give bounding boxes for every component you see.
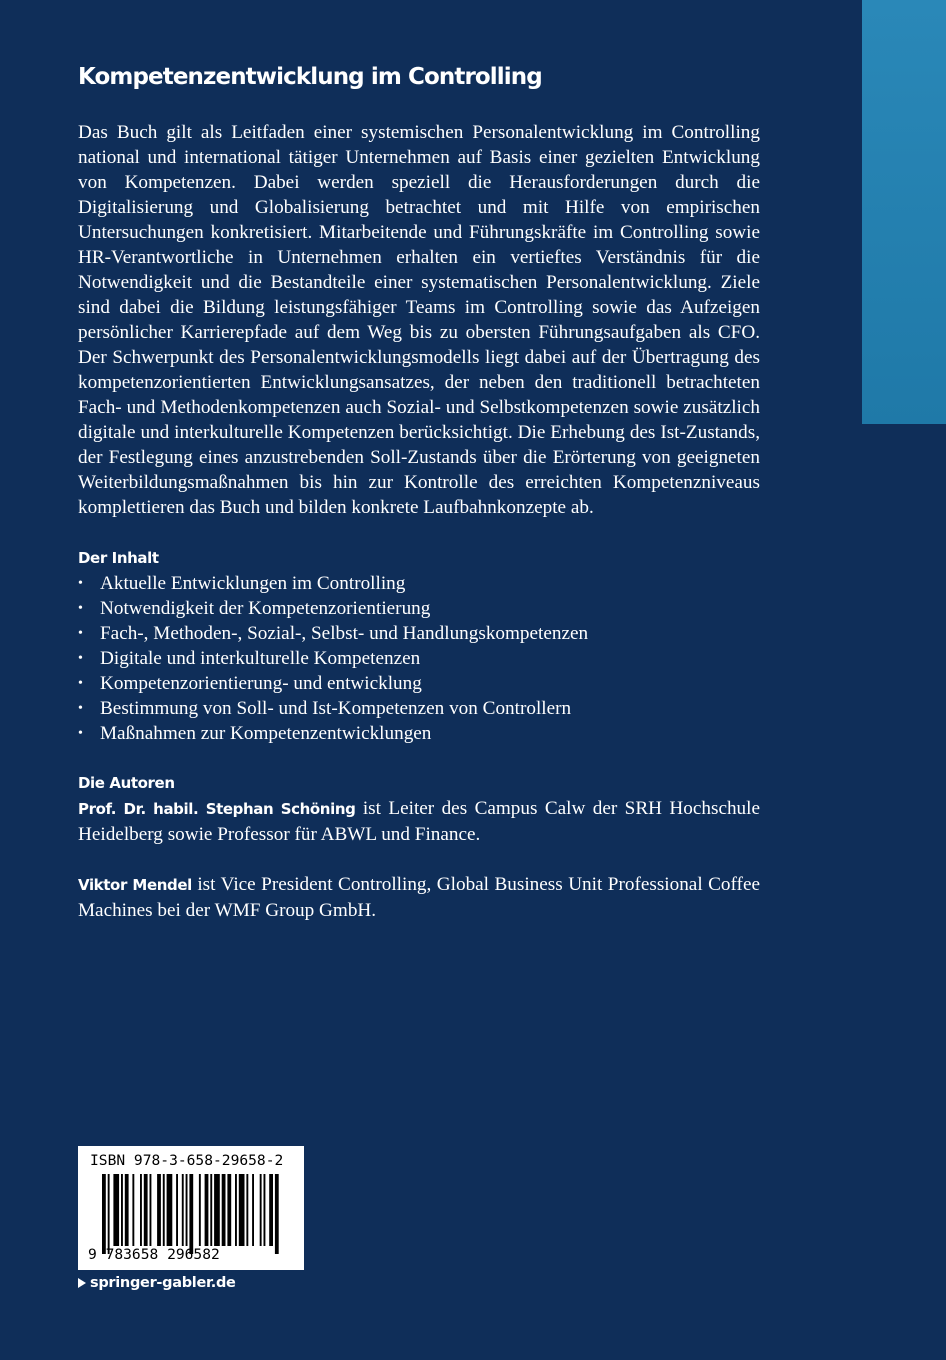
barcode-bar (182, 1174, 184, 1246)
author-name: Prof. Dr. habil. Stephan Schöning (78, 800, 356, 818)
barcode-bar (163, 1174, 165, 1246)
contents-list (78, 571, 760, 746)
authors-section (78, 771, 760, 923)
barcode-bar (205, 1174, 209, 1246)
list-item-text: Bestimmung von Soll- und Ist-Kompetenzen von Controllern (100, 698, 572, 719)
bullet-icon: • (78, 651, 83, 666)
barcode-bar (214, 1174, 220, 1246)
barcode-bar (239, 1174, 245, 1246)
list-item (78, 571, 760, 596)
barcode-digits: 9 783658 296582 (88, 1246, 220, 1263)
barcode-bar (121, 1174, 123, 1246)
list-item-text: Notwendigkeit der Kompetenzorientierung (100, 598, 431, 619)
list-item-text: Kompetenzorientierung- und entwicklung (100, 673, 422, 694)
barcode-bar (189, 1174, 193, 1254)
back-cover-content (78, 62, 760, 923)
list-item-text: Fach-, Methoden-, Sozial-, Selbst- und Handlungskompetenzen (100, 623, 589, 644)
barcode-bar (227, 1174, 231, 1246)
barcode-bar (113, 1174, 119, 1246)
book-description: Das Buch gilt als Leitfaden einer systemischen Personalentwicklung im Controlling national und international tätiger Unternehmen auf Basis einer gezielten Entwicklung von Kompetenzen. Dabei werden speziell die Herausforderungen durch die Digitalisierung und Globalisierung betrachtet und mit Hilfe von empirischen Untersuchungen konkretisiert. Mitarbeitende und Führungskräfte im Controlling sowie HR-Verantwortliche in Unternehmen erhalten ein vertieftes Verständnis für die Notwendigkeit und die Bestandteile einer systematischen Personalentwicklung. Ziele sind dabei die Bildung leistungsfähiger Teams im Controlling sowie das Aufzeigen persönlicher Karrierepfade auf dem Weg bis zu obersten Führungsaufgaben als CFO. Der Schwerpunkt des Personalentwicklungsmodells liegt dabei auf der Übertragung des kompetenzorientierten Entwicklungsansatzes, der neben den traditionell betrachteten Fach- und Methodenkompetenzen auch Sozial- und Selbstkompetenzen sowie zusätzlich digitale und interkulturelle Kompetenzen berücksichtigt. Die Erhebung des Ist-Zustands, der Festlegung eines anzustrebenden Soll-Zustands über die Erörterung von geeigneten Weiterbildungsmaßnahmen bis hin zur Kontrolle des erreichten Kompetenzniveaus komplettieren das Buch und bilden konkrete Laufbahnkonzepte ab. (78, 122, 760, 518)
barcode-bar (144, 1174, 148, 1246)
barcode-bar (269, 1174, 273, 1246)
barcode-bar (264, 1174, 266, 1246)
author-bio-text: ist Leiter des Campus Calw der SRH Hochschule Heidelberg sowie Professor für ABWL und Finance. (78, 798, 760, 845)
book-title: Kompetenzentwicklung im Controlling (78, 64, 542, 90)
barcode-bar (222, 1174, 226, 1246)
bullet-icon: • (78, 676, 83, 691)
bullet-icon: • (78, 701, 83, 716)
barcode-bar (176, 1174, 178, 1246)
list-item (78, 671, 760, 696)
list-item-text: Aktuelle Entwicklungen im Controlling (100, 573, 406, 594)
author-bio-text: ist Vice President Controlling, Global Business Unit Professional Coffee Machines bei der WMF Group GmbH. (78, 874, 760, 921)
list-item-text: Maßnahmen zur Kompetenzentwicklungen (100, 723, 432, 744)
barcode-bar (157, 1174, 161, 1246)
arrow-right-icon (78, 1278, 86, 1288)
isbn-barcode (78, 1146, 304, 1270)
publisher-url: springer-gabler.de (90, 1275, 236, 1291)
barcode-bar (132, 1174, 134, 1246)
contents-section (78, 546, 760, 746)
list-item (78, 696, 760, 721)
barcode-bar (199, 1174, 201, 1246)
barcode-bar (125, 1174, 129, 1246)
barcode-bar (252, 1174, 254, 1246)
list-item (78, 646, 760, 671)
accent-bar (862, 0, 946, 424)
isbn-label: ISBN 978-3-658-29658-2 (90, 1152, 284, 1169)
barcode-bar (210, 1174, 212, 1246)
list-item (78, 596, 760, 621)
publisher-link[interactable] (78, 1275, 236, 1291)
list-item (78, 621, 760, 646)
bullet-icon: • (78, 726, 83, 741)
barcode-bar (150, 1174, 152, 1246)
contents-heading: Der Inhalt (78, 549, 159, 567)
bullet-icon: • (78, 576, 83, 591)
bullet-icon: • (78, 601, 83, 616)
author-name: Viktor Mendel (78, 876, 192, 894)
barcode-bar (102, 1174, 106, 1254)
list-item-text: Digitale und interkulturelle Kompetenzen (100, 648, 421, 669)
authors-heading: Die Autoren (78, 774, 175, 792)
author-bio (78, 872, 760, 923)
barcode-bar (260, 1174, 262, 1246)
barcode-bar (167, 1174, 173, 1246)
barcode-bar (186, 1174, 188, 1246)
barcode-bar (140, 1174, 142, 1246)
barcode-bar (108, 1174, 110, 1254)
author-bio (78, 796, 760, 847)
bullet-icon: • (78, 626, 83, 641)
list-item (78, 721, 760, 746)
barcode-bar (275, 1174, 279, 1254)
barcode-bar (235, 1174, 237, 1246)
barcode-bar (246, 1174, 248, 1246)
